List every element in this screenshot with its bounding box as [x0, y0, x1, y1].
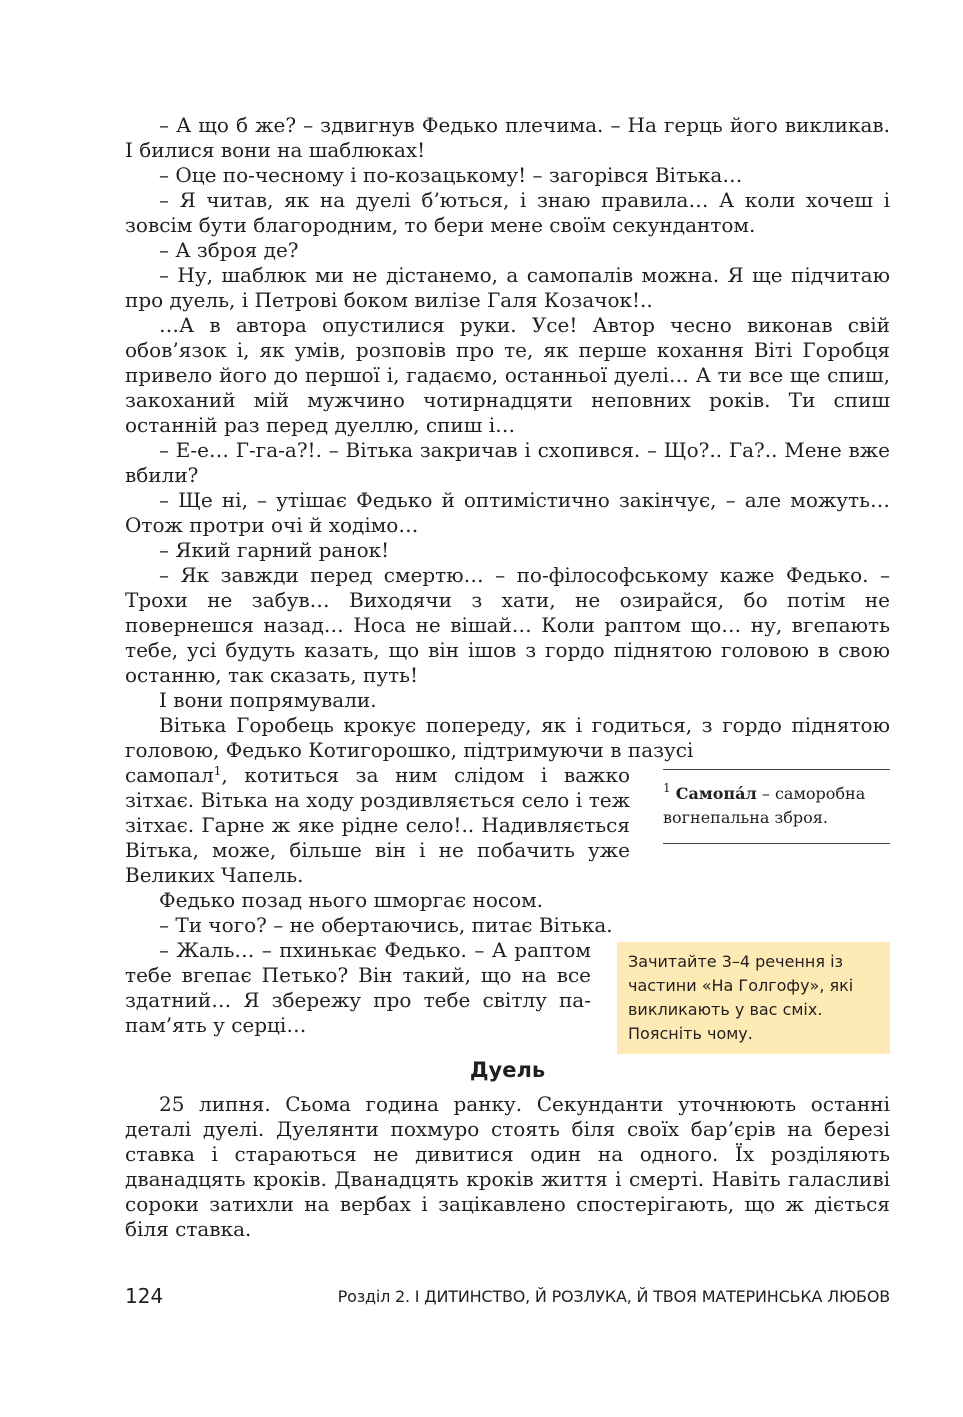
paragraph: – А що б же? – здвигнув Федько плечима. – На герць його викликав. І билися вони на шаблюках!	[125, 113, 890, 162]
footnote-definition: – саморобна вогнепальна зброя.	[663, 784, 866, 827]
paragraph: – Як завжди перед смертю… – по-філософському каже Федько. – Трохи не забув… Виходячи з хати, не озирайся, бо потім не повернешся назад… Носа не вішай… Коли раптом що… ну, вгепають тебе, усі будуть казать, що він ішов з гордо піднятою головою в свою останню, так сказать, путь!	[125, 563, 890, 687]
paragraph: Вітька Горобець крокує попереду, як і годиться, з гордо піднятою головою, Федько Котигорошко, підтримуючи в пазусі	[125, 713, 890, 762]
paragraph: – Ще ні, – утішає Федько й оптимістично закінчує, – але можуть… Отож протри очі й ходімо…	[125, 488, 890, 537]
paragraph: – Ти чого? – не обертаючись, питає Вітька.	[159, 913, 613, 937]
page-footer	[125, 1284, 890, 1310]
running-title: Розділ 2. І ДИТИНСТВО, Й РОЗЛУКА, Й ТВОЯ МАТЕРИНСЬКА ЛЮБОВ	[337, 1287, 890, 1306]
paragraph: – А зброя де?	[159, 238, 299, 262]
paragraph-continued	[125, 763, 630, 888]
paragraph-rest: , котиться за ним слідом і важко зітхає. Вітька на ходу роздивляється село і теж зітхає. Гарне ж яке рідне село!.. Надивляється Вітька, може, більше він і не побачить уже Великих Чапель.	[125, 763, 630, 887]
paragraph: – Жаль… – пхинькає Федько. – А раптом тебе вгепає Петько? Він такий, що на все здатний… Я збережу про тебе світлу па-пам’ять у серці…	[125, 938, 591, 1037]
paragraph: 25 липня. Сьома година ранку. Секунданти уточнюють останні деталі дуелі. Дуелянти похмуро стоять біля своїх бар’єрів на березі ставка і стараються не дивитися один на одного. Їх розділяють дванадцять кроків. Дванадцять кроків життя і смерті. Навіть галасливі сороки затихли на вербах і зацікавлено спостерігають, що ж діється біля ставка.	[125, 1092, 890, 1241]
footnote-ref[interactable]: 1	[213, 764, 222, 778]
footnote-term: Самопа́л	[675, 784, 757, 803]
footnote-number: 1	[663, 781, 671, 795]
paragraph: – Ну, шаблюк ми не дістанемо, а самопалів можна. Я ще підчитаю про дуель, і Петрові боком вилізе Галя Козачок!..	[125, 263, 890, 312]
footnote	[663, 769, 890, 844]
paragraph: – Який гарний ранок!	[159, 538, 390, 562]
section-heading: Дуель	[469, 1058, 546, 1082]
paragraph: І вони попрямували.	[159, 688, 377, 712]
paragraph: …А в автора опустилися руки. Усе! Автор чесно виконав свій обов’язок і, як умів, розповів про те, як перше кохання Віті Горобця привело його до першої і, гадаємо, останньої дуелі… А ти все ще спиш, закоханий мій мужчино чотирнадцяти неповних років. Ти спиш останній раз перед дуеллю, спиш і…	[125, 313, 890, 437]
footnote-wrap-block	[125, 763, 890, 888]
page-body	[125, 113, 890, 1242]
task-box: Зачитайте 3–4 речення із частини «На Голгофу», які викликають у вас сміх. Поясніть чому.	[617, 942, 890, 1054]
paragraph: Федько позад нього шморгає носом.	[159, 888, 544, 912]
paragraph: – Е-е… Г-га-а?!. – Вітька закричав і схопився. – Що?.. Га?.. Мене вже вбили?	[125, 438, 890, 487]
paragraph: – Оце по-чесному і по-козацькому! – загорівся Вітька…	[159, 163, 743, 187]
page-number: 124	[125, 1284, 164, 1308]
task-wrap-block	[125, 938, 890, 1043]
samopal-word: самопал	[125, 763, 214, 787]
paragraph: – Я читав, як на дуелі б’ються, і знаю правила… А коли хочеш і зовсім бути благородним, то бери мене своїм секундантом.	[125, 188, 890, 237]
